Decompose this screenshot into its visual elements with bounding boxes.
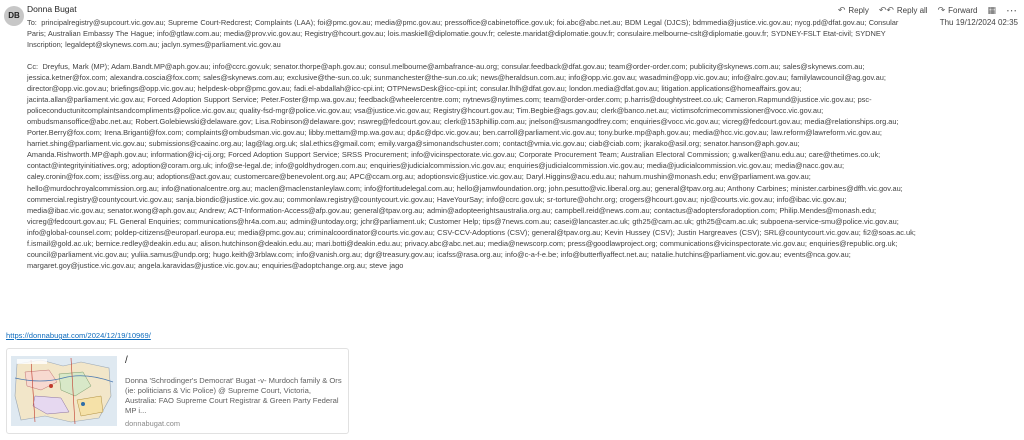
reply-button[interactable] (838, 5, 869, 16)
cc-prefix: Cc: (27, 62, 39, 71)
grid-icon: ▦ (987, 5, 996, 15)
to-prefix: To: (27, 18, 37, 27)
to-recipients[interactable] (27, 17, 917, 50)
sender-name[interactable]: Donna Bugat (27, 4, 77, 14)
preview-thumbnail (11, 356, 117, 426)
cc-list[interactable]: Dreyfus, Mark (MP); Adam.Bandt.MP@aph.gov.au; info@ccrc.gov.uk; senator.thorpe@aph.gov.au; consul.melbourne@ambafrance-au.org; consular.feedback@dfat.gov.au; team@order-order.com; publicity@skynews.com.au; sales@skynews.com.au; jessica.ketner@fox.com; alexandra.coscia@fox.com; sales@skynews.com.au; exclusive@the-sun.co.uk; sunmanchester@the-sun.co.uk; news@heraldsun.com.au; info@opp.vic.gov.au; wasadmin@opp.vic.gov.au; info@alrc.gov.au; familylawcouncil@ag.gov.au; director@opp.vic.gov.au; briefings@opp.vic.gov.au; helpdesk-obpr@pmc.gov.au; fadi.el-abdallah@icc-cpi.int; OTPNewsDesk@icc-cpi.int; consular.lhlh@dfat.gov.au; london.media@dfat.gov.au; litigation.applications@homeaffairs.gov.au; jacinta.allan@parliament.vic.gov.au; Forced Adoption Support Service; Peter.Foster@mp.wa.gov.au; feedback@wheelercentre.com; nytnews@nytimes.com; team@order-order.com; p.harris@doughtystreet.co.uk; Cameron.Rapmund@justice.vic.gov.au; psc-policeconductunitcomplaintsandcompliments@police.vic.gov.au; quality-fsd-mgr@police.vic.gov.au; vsa@justice.vic.gov.au; Registry@hcourt.gov.au; Tim.Begbie@ags.gov.au; clerk@banco.net.au; victimsofcrimecommissioner@vocc.vic.gov.au; ombudsmansoffice@abc.net.au; Robert.Golebiewski@delaware.gov; Lisa.Robinson@delaware.gov; nswreg@fedcourt.gov.au; clerk@153phillip.com.au; jnelson@susmangodfrey.com; enquiries@vocc.vic.gov.au; vicreg@fedcourt.gov.au; media@relationships.org.au; Porter.Berry@fox.com; Irena.Briganti@fox.com; complaints@ombudsman.vic.gov.au; libby.mettam@mp.wa.gov.au; dp&c@dpc.vic.gov.au; ben.carroll@parliament.vic.gov.au; tony.burke.mp@aph.gov.au; media@hcc.vic.gov.au; law.reform@lawreform.vic.gov.au; harriet.shing@parliament.vic.gov.au; submissions@caainc.org.au; lag@lag.org.uk; slal.ethics@gmail.com; emily.varga@simonandschuster.com; contact@vmia.vic.gov.au; ciab@ciab.com; jkarako@asil.org; senator.hanson@aph.gov.au; Amanda.Rishworth.MP@aph.gov.au; information@icj-cij.org; Forced Adoption Support Service; SRSS Procurement; info@vicinspectorate.vic.gov.au; Corporate Procurement Team; Australian Electoral Commission; g.walker@anu.edu.au; care@thetimes.co.uk; contact@integrityinitiatives.org; adoption@coram.org.uk; info@se-legal.de; info@goldhydrogen.com.au; enquiries@judicialcommission.vic.gov.au; enquiries@judicialcommission.vic.gov.au; media@judicialcommission.vic.gov.au; media@nacc.gov.au; caley.cronin@fox.com; iss@iss.org.au; adoptions@act.gov.au; customercare@benevolent.org.au; APC@ccam.org.au; adoptionsvic@justice.vic.gov.au; Daryl.Higgins@acu.edu.au; nahum.mushin@monash.edu; env@parliament.wa.gov.au; hello@murdochroyalcommission.org.au; info@nationalcentre.org.au; maclen@maclenstanleylaw.com; info@fortitudelegal.com.au; hello@jamwfoundation.org; john.pesutto@vic.liberal.org.au; general@tpav.org.au; Anthony Carbines; minister.carbines@dffh.vic.gov.au; commercial.registry@countycourt.vic.gov.au; sanja.biondic@justice.vic.gov.au; commonlaw.registry@countycourt.vic.gov.au; HaveYourSay; info@ccrc.gov.uk; sr-torture@ohchr.org; crogers@hcourt.gov.au; njc@courts.vic.gov.au; info@ibac.vic.gov.au; media@ibac.vic.gov.au; senator.wong@aph.gov.au; Andrew; ACT-Information-Access@afp.gov.au; general@tpav.org.au; admin@adopteerightsaustralia.org.au; campbell.reid@news.com.au; contactus@adoptersforadoption.com; Philip.Mendes@monash.edu; vicreg@fedcourt.gov.au; FL General Enquiries; communications@hr4a.com.au; admin@untoday.org; jchr@parliament.uk; Customer Help; tips@7news.com.au; casei@lancaster.ac.uk; gth25@cam.ac.uk; gth25@cam.ac.uk; subpoena-service-smu@police.vic.gov.au; info@global-counsel.com; poldep-citizens@europarl.europa.eu; media@pmc.gov.au; criminalcoordinator@courts.vic.gov.au; CSV-CCV-Adoptions (CSV); general@tpav.org.au; Kevin Hussey (CSV); Justin Hargreaves (CSV); SRL@countycourt.vic.gov.au; fi2@soas.ac.uk; f.ismail@gold.ac.uk; bernice.redley@deakin.edu.au; alison.hutchinson@deakin.edu.au; mari.botti@deakin.edu.au; privacy.abc@abc.net.au; media@newscorp.com; press@goodlawproject.org; communications@vicinspectorate.vic.gov.au; enquiries@republic.org.uk; council@parliament.vic.gov.au; yuliia.samus@undp.org; hugo.keith@3rblaw.com; info@vanish.org.au; dgr@treasury.gov.au; icafss@rasa.org.au; info@c-a-f-e.be; info@butterflyaffect.net.au; natalie.hutchins@parliament.vic.gov.au; events@nca.gov.au; margaret.goy@justice.vic.gov.au; angela.karavidas@justice.vic.gov.au; enquiries@adoptchange.org.au; steve jago (27, 62, 916, 270)
avatar: DB (4, 6, 24, 26)
reply-all-icon: ↶↶ (878, 5, 894, 15)
forward-label: Forward (948, 6, 978, 15)
ellipsis-icon: ⋯ (1006, 5, 1018, 17)
forward-icon: ↷ (937, 5, 946, 15)
reply-all-label: Reply all (896, 6, 928, 15)
more-actions-button[interactable] (1006, 4, 1018, 17)
to-list[interactable]: principalregistry@supcourt.vic.gov.au; Supreme Court-Redcrest; Complaints (LAA); foi@pmc.gov.au; media@pmc.gov.au; pressoffice@cabinetoffice.gov.uk; foi.abc@abc.net.au; BDM Legal (DJCS); bdmmedia@justice.vic.gov.au; nycg.pd@dfat.gov.au; Consular Paris; Australian Embassy The Hague; info@gtlaw.com.au; media@prov.vic.gov.au; Registry@hcourt.gov.au; lois.maskiell@diplomatie.gouv.fr; celeste.maridat@diplomatie.gouv.fr; consulaire.melbourne-cslt@diplomatie.gouv.fr; SYDNEY-FSLT Etat-civil; SYDNEY Inscription; legaldept@skynews.com.au; jaclyn.symes@parliament.vic.gov.au (27, 18, 899, 50)
cc-recipients[interactable] (27, 61, 917, 271)
reply-icon: ↶ (837, 5, 846, 15)
received-date: Thu 19/12/2024 02:35 (939, 18, 1018, 27)
body-link[interactable]: https://donnabugat.com/2024/12/19/10969/ (6, 331, 151, 340)
preview-title[interactable]: / (125, 355, 128, 366)
preview-description: Donna 'Schrodinger's Democrat' Bugat -v- Murdoch family & Ors (ie: politicians & Vic Police) @ Supreme Court, Victoria, Australia: FAO Supreme Court Registrar & Green Party Federal MP i... (125, 376, 342, 415)
grid-view-button[interactable] (987, 5, 996, 16)
reply-label: Reply (848, 6, 869, 15)
link-preview-card[interactable] (6, 348, 349, 434)
forward-button[interactable] (938, 5, 978, 16)
reply-all-button[interactable] (879, 5, 928, 16)
message-actions (838, 4, 1018, 17)
preview-domain: donnabugat.com (125, 419, 181, 428)
